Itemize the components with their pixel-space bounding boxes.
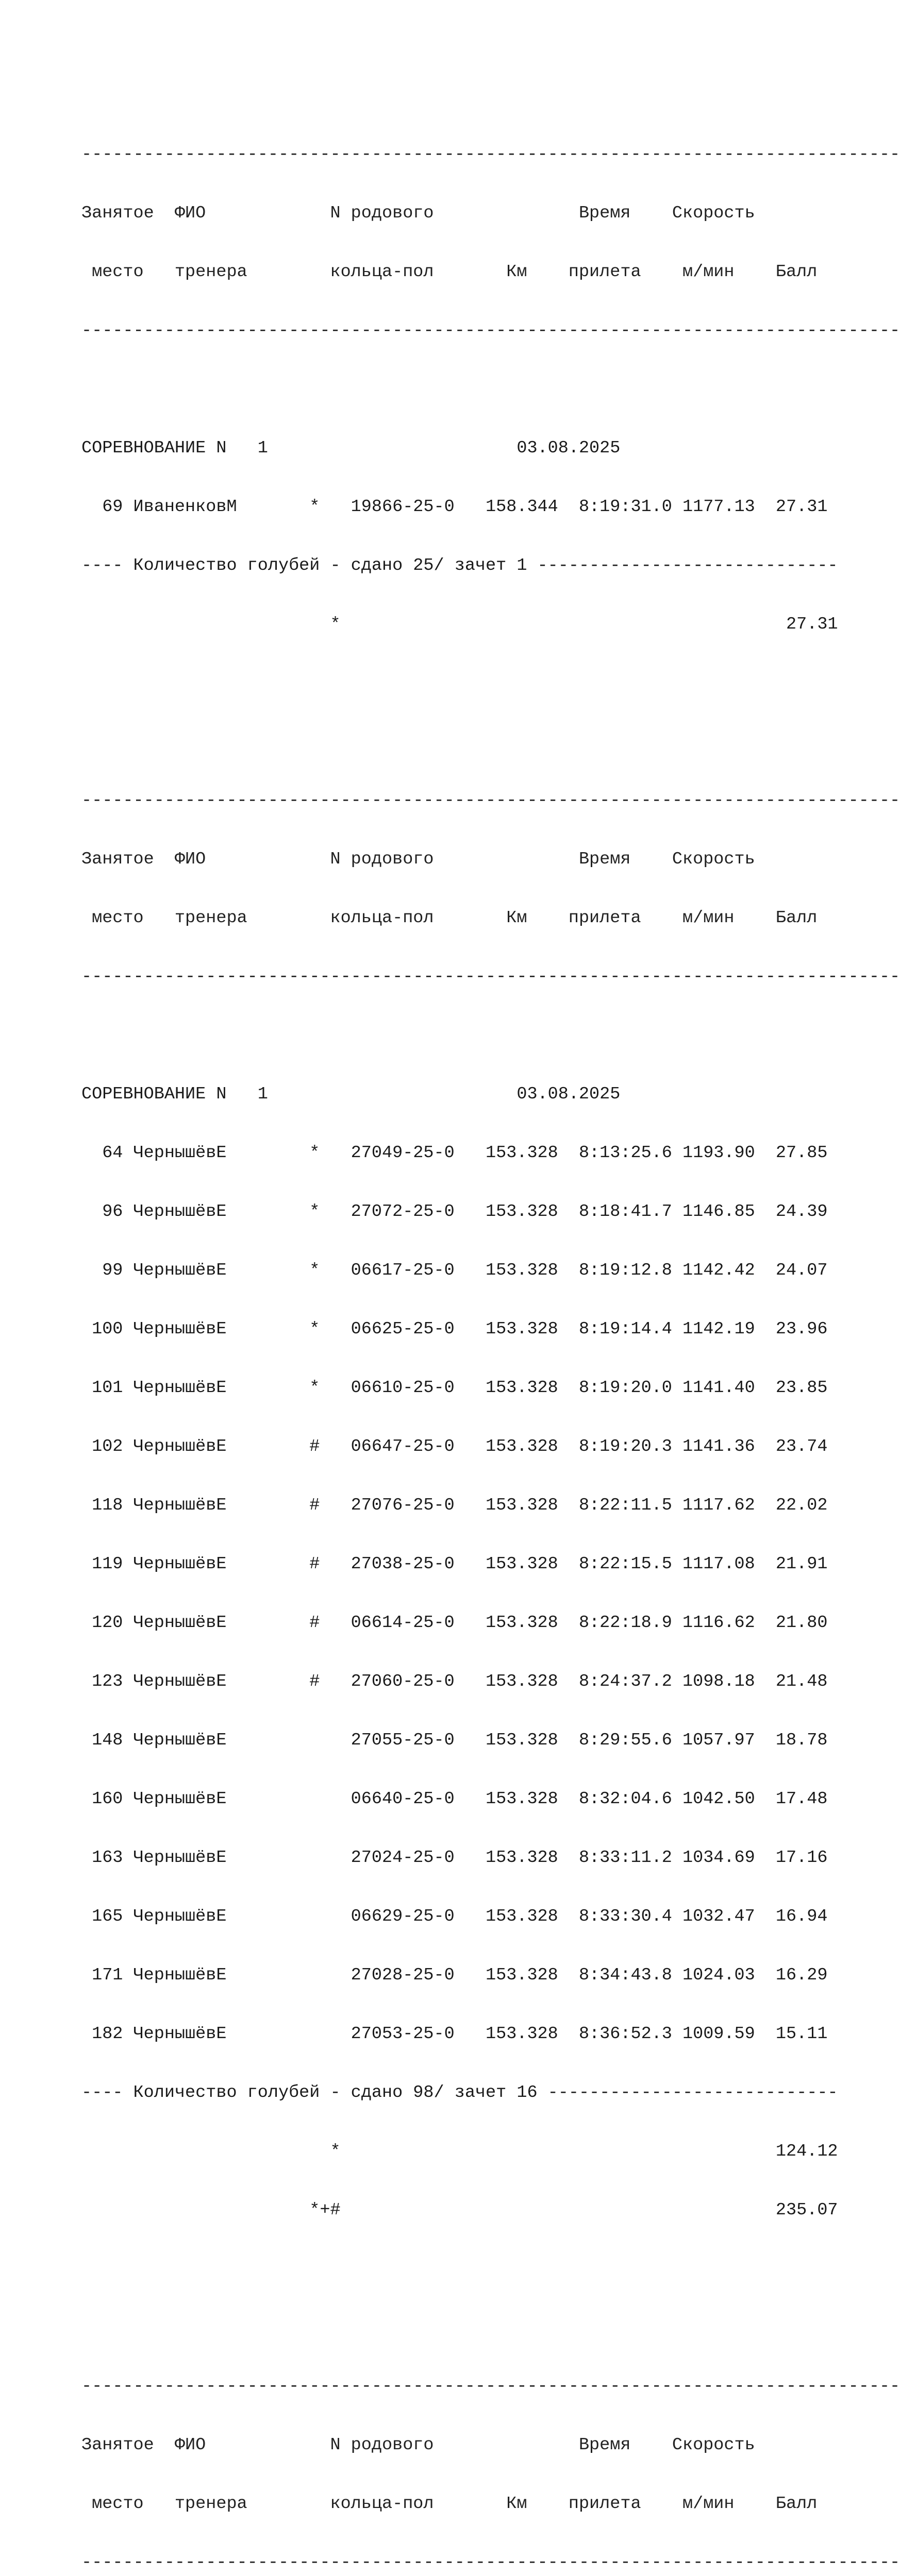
result-row: 182 ЧернышёвЕ 27053-25-0 153.328 8:36:52.3 1009.59 15.11 (81, 2024, 828, 2044)
competition-line: СОРЕВНОВАНИЕ N 1 03.08.2025 (81, 1084, 621, 1104)
result-row: 100 ЧернышёвЕ * 06625-25-0 153.328 8:19:14.4 1142.19 23.96 (81, 1319, 828, 1339)
separator-line: ------------------------------------------------------------------------------- (81, 2553, 900, 2572)
result-row: 171 ЧернышёвЕ 27028-25-0 153.328 8:34:43.8 1024.03 16.29 (81, 1965, 828, 1985)
result-row: 99 ЧернышёвЕ * 06617-25-0 153.328 8:19:12.8 1142.42 24.07 (81, 1261, 828, 1280)
separator-line: ------------------------------------------------------------------------------- (81, 967, 900, 987)
pigeon-count-summary: ---- Количество голубей - сдано 25/ зачет 1 ----------------------------- (81, 556, 838, 575)
result-row: 102 ЧернышёвЕ # 06647-25-0 153.328 8:19:20.3 1141.36 23.74 (81, 1437, 828, 1456)
separator-line: ------------------------------------------------------------------------------- (81, 321, 900, 341)
column-header-line-2: место тренера кольца-пол Км прилета м/мин Балл (81, 908, 818, 928)
result-row: 119 ЧернышёвЕ # 27038-25-0 153.328 8:22:15.5 1117.08 21.91 (81, 1554, 828, 1574)
result-row: 165 ЧернышёвЕ 06629-25-0 153.328 8:33:30.4 1032.47 16.94 (81, 1907, 828, 1926)
separator-line: ------------------------------------------------------------------------------- (81, 791, 900, 810)
competition-line: СОРЕВНОВАНИЕ N 1 03.08.2025 (81, 438, 621, 458)
result-row: 148 ЧернышёвЕ 27055-25-0 153.328 8:29:55.6 1057.97 18.78 (81, 1731, 828, 1750)
column-header-line-2: место тренера кольца-пол Км прилета м/мин Балл (81, 262, 818, 282)
results-section (81, 2337, 900, 2576)
result-row: 163 ЧернышёвЕ 27024-25-0 153.328 8:33:11.2 1034.69 17.16 (81, 1848, 828, 1868)
pigeon-count-summary: ---- Количество голубей - сдано 98/ зачет 16 ---------------------------- (81, 2083, 838, 2103)
column-header-line-1: Занятое ФИО N родового Время Скорость (81, 2435, 755, 2455)
points-total: * 124.12 (81, 2142, 838, 2161)
separator-line: ------------------------------------------------------------------------------- (81, 145, 900, 164)
result-row: 96 ЧернышёвЕ * 27072-25-0 153.328 8:18:41.7 1146.85 24.39 (81, 1202, 828, 1222)
blank-line (81, 380, 834, 399)
separator-line: ------------------------------------------------------------------------------- (81, 2377, 900, 2396)
result-row: 120 ЧернышёвЕ # 06614-25-0 153.328 8:22:18.9 1116.62 21.80 (81, 1613, 828, 1633)
result-row: 160 ЧернышёвЕ 06640-25-0 153.328 8:32:04.6 1042.50 17.48 (81, 1789, 828, 1809)
results-section (81, 752, 900, 2259)
points-total: * 27.31 (81, 615, 838, 634)
blank-line (81, 1026, 834, 1045)
result-row: 69 ИваненковМ * 19866-25-0 158.344 8:19:31.0 1177.13 27.31 (81, 497, 828, 517)
column-header-line-1: Занятое ФИО N родового Время Скорость (81, 850, 755, 869)
result-row: 101 ЧернышёвЕ * 06610-25-0 153.328 8:19:20.0 1141.40 23.85 (81, 1378, 828, 1398)
results-section (81, 106, 900, 673)
result-row: 123 ЧернышёвЕ # 27060-25-0 153.328 8:24:37.2 1098.18 21.48 (81, 1672, 828, 1691)
result-row: 118 ЧернышёвЕ # 27076-25-0 153.328 8:22:11.5 1117.62 22.02 (81, 1496, 828, 1515)
points-total-all: *+# 235.07 (81, 2200, 838, 2220)
column-header-line-2: место тренера кольца-пол Км прилета м/мин Балл (81, 2494, 818, 2514)
result-row: 64 ЧернышёвЕ * 27049-25-0 153.328 8:13:25.6 1193.90 27.85 (81, 1143, 828, 1163)
results-printout (81, 27, 900, 2576)
column-header-line-1: Занятое ФИО N родового Время Скорость (81, 204, 755, 223)
